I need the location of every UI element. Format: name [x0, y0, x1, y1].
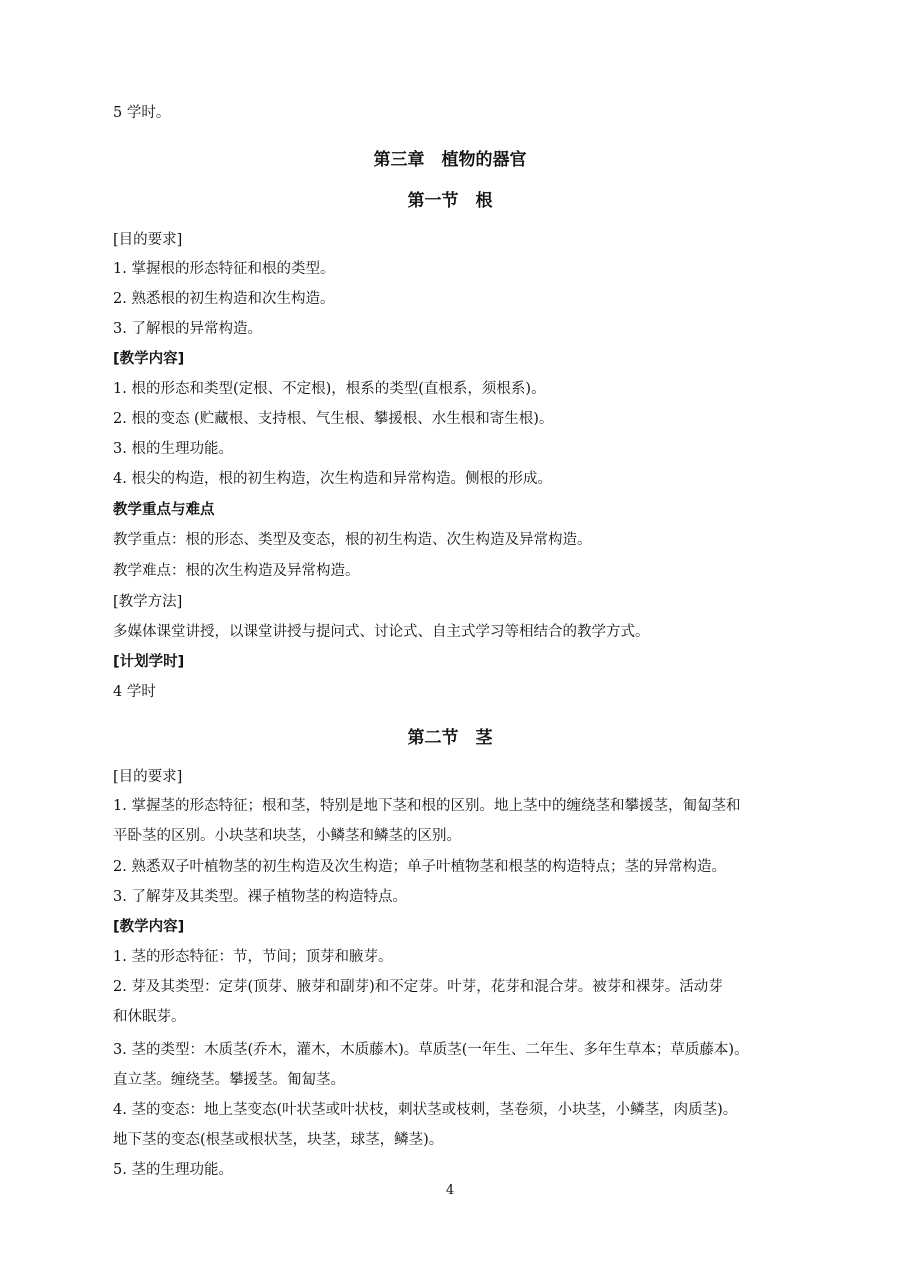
content-item: 直立茎。缠绕茎。攀援茎。匍匐茎。: [113, 1072, 345, 1088]
objectives-heading: [目的要求]: [113, 769, 183, 785]
objective-item: 2. 熟悉双子叶植物茎的初生构造及次生构造；单子叶植物茎和根茎的构造特点；茎的异常构造。: [113, 859, 726, 875]
content-item: 4. 茎的变态：地上茎变态(叶状茎或叶状枝，刺状茎或枝刺，茎卷须，小块茎，小鳞茎，肉质茎)。: [113, 1102, 738, 1118]
section-title-stem: 第二节 茎: [407, 728, 493, 748]
content-item: 1. 根的形态和类型(定根、不定根)，根系的类型(直根系，须根系)。: [113, 381, 546, 397]
content-item: 1. 茎的形态特征：节，节间；顶芽和腋芽。: [113, 949, 393, 965]
methods-text: 多媒体课堂讲授，以课堂讲授与提问式、讨论式、自主式学习等相结合的教学方式。: [113, 624, 650, 640]
objective-item: 1. 掌握茎的形态特征；根和茎，特别是地下茎和根的区别。地上茎中的缠绕茎和攀援茎，匍匐茎和: [113, 798, 741, 814]
objective-item: 平卧茎的区别。小块茎和块茎，小鳞茎和鳞茎的区别。: [113, 828, 461, 844]
content-item: 4. 根尖的构造，根的初生构造，次生构造和异常构造。侧根的形成。: [113, 471, 552, 487]
content-heading: [教学内容]: [113, 919, 185, 935]
objective-item: 1. 掌握根的形态特征和根的类型。: [113, 261, 335, 277]
objectives-heading: [目的要求]: [113, 232, 183, 248]
objective-item: 3. 了解根的异常构造。: [113, 321, 262, 337]
keypoint-item: 教学重点：根的形态、类型及变态，根的初生构造、次生构造及异常构造。: [113, 532, 592, 548]
objective-item: 2. 熟悉根的初生构造和次生构造。: [113, 291, 335, 307]
content-item: 5. 茎的生理功能。: [113, 1162, 233, 1178]
content-item: 2. 根的变态 (贮藏根、支持根、气生根、攀援根、水生根和寄生根)。: [113, 411, 554, 427]
hours-text: 4 学时: [113, 684, 156, 700]
section-title-root: 第一节 根: [407, 191, 493, 211]
content-item: 地下茎的变态(根茎或根状茎，块茎，球茎，鳞茎)。: [113, 1132, 444, 1148]
chapter-title: 第三章 植物的器官: [373, 150, 527, 170]
content-item: 和休眠芽。: [113, 1009, 186, 1025]
content-item: 3. 茎的类型：木质茎(乔木，灌木，木质藤木)。草质茎(一年生、二年生、多年生草本；草质藤本)。: [113, 1042, 749, 1058]
objective-item: 3. 了解芽及其类型。裸子植物茎的构造特点。: [113, 889, 407, 905]
methods-heading: [教学方法]: [113, 594, 183, 610]
intro-line: 5 学时。: [113, 105, 171, 121]
page-number: 4: [445, 1183, 455, 1198]
hours-heading: [计划学时]: [113, 654, 185, 670]
keypoint-item: 教学难点：根的次生构造及异常构造。: [113, 563, 360, 579]
content-heading: [教学内容]: [113, 351, 185, 367]
content-item: 3. 根的生理功能。: [113, 441, 233, 457]
keypoints-heading: 教学重点与难点: [113, 502, 215, 518]
content-item: 2. 芽及其类型：定芽(顶芽、腋芽和副芽)和不定芽。叶芽，花芽和混合芽。被芽和裸芽。活动芽: [113, 979, 723, 995]
